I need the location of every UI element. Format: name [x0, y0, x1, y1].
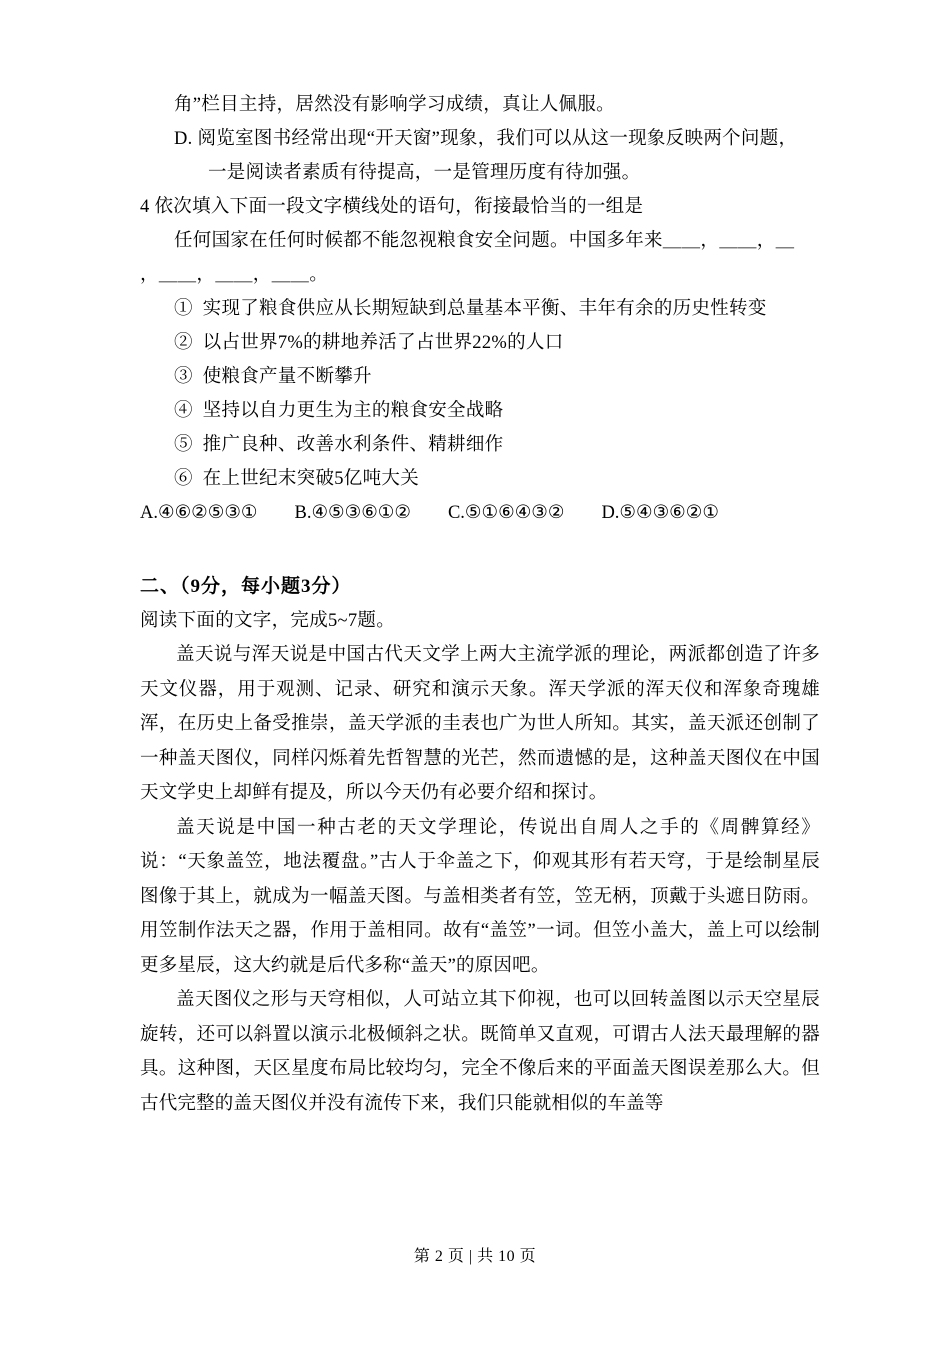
page-content — [140, 88, 820, 1121]
text-line-2: D. 阅览室图书经常出现“开天窗”现象，我们可以从这一现象反映两个问题， — [174, 129, 798, 149]
page-footer: 第 2 页 | 共 10 页 — [413, 1248, 537, 1265]
section-2-heading: 二、（9分，每小题3分） — [140, 576, 352, 597]
option-item-2: ② 以占世界7%的耕地养活了占世界22%的人口 — [174, 333, 564, 353]
body-paragraph-3: 盖天图仪之形与天穹相似，人可站立其下仰视，也可以回转盖图以示天空星辰旋转，还可以斜置以演示北极倾斜之状。既简单又直观，可谓古人法天最理解的器具。这种图，天区星度布局比较均匀，完全不像后来的平面盖天图误差那么大。但古代完整的盖天图仪并没有流传下来，我们只能就相似的车盖等 — [140, 990, 820, 1114]
option-item-4: ④ 坚持以自力更生为主的粮食安全战略 — [174, 401, 504, 421]
option-item-6: ⑥ 在上世纪末突破5亿吨大关 — [174, 469, 420, 489]
section-2-instruction: 阅读下面的文字，完成5~7题。 — [140, 611, 396, 631]
section-spacer — [140, 530, 820, 570]
option-item-3: ③ 使粮食产量不断攀升 — [174, 367, 372, 387]
text-line-1: 角”栏目主持，居然没有影响学习成绩，真让人佩服。 — [174, 95, 615, 115]
body-paragraph-1: 盖天说与浑天说是中国古代天文学上两大主流学派的理论，两派都创造了许多天文仪器，用于观测、记录、研究和演示天象。浑天学派的浑天仪和浑象奇瑰雄浑，在历史上备受推崇，盖天学派的圭表也广为世人所知。其实，盖天派还创制了一种盖天图仪，同样闪烁着先哲智慧的光芒，然而遗憾的是，这种盖天图仪在中国天文学史上却鲜有提及，所以今天仍有必要介绍和探讨。 — [140, 645, 820, 803]
question-4-passage-line-1: 任何国家在任何时候都不能忽视粮食安全问题。中国多年来＿＿，＿＿，＿ — [174, 231, 795, 251]
text-line-3: 一是阅读者素质有待提高，一是管理历度有待加强。 — [208, 163, 641, 183]
body-paragraph-2: 盖天说是中国一种古老的天文学理论，传说出自周人之手的《周髀算经》说：“天象盖笠，地法覆盘。”古人于伞盖之下，仰观其形有若天穹，于是绘制星辰图像于其上，就成为一幅盖天图。与盖相类者有笠，笠无柄，顶戴于头遮日防雨。用笠制作法天之器，作用于盖相同。故有“盖笠”一词。但笠小盖大，盖上可以绘制更多星辰，这大约就是后代多称“盖天”的原因吧。 — [140, 817, 820, 976]
option-item-1: ① 实现了粮食供应从长期短缺到总量基本平衡、丰年有余的历史性转变 — [174, 299, 767, 319]
question-4-answer-choices: A.④⑥②⑤③① B.④⑤③⑥①② C.⑤①⑥④③② D.⑤④③⑥②① — [140, 503, 719, 523]
question-4-stem: 4 依次填入下面一段文字横线处的语句，衔接最恰当的一组是 — [140, 197, 644, 217]
option-item-5: ⑤ 推广良种、改善水利条件、精耕细作 — [174, 435, 504, 455]
question-4-passage-line-2: ，＿＿，＿＿，＿＿。 — [140, 265, 329, 285]
